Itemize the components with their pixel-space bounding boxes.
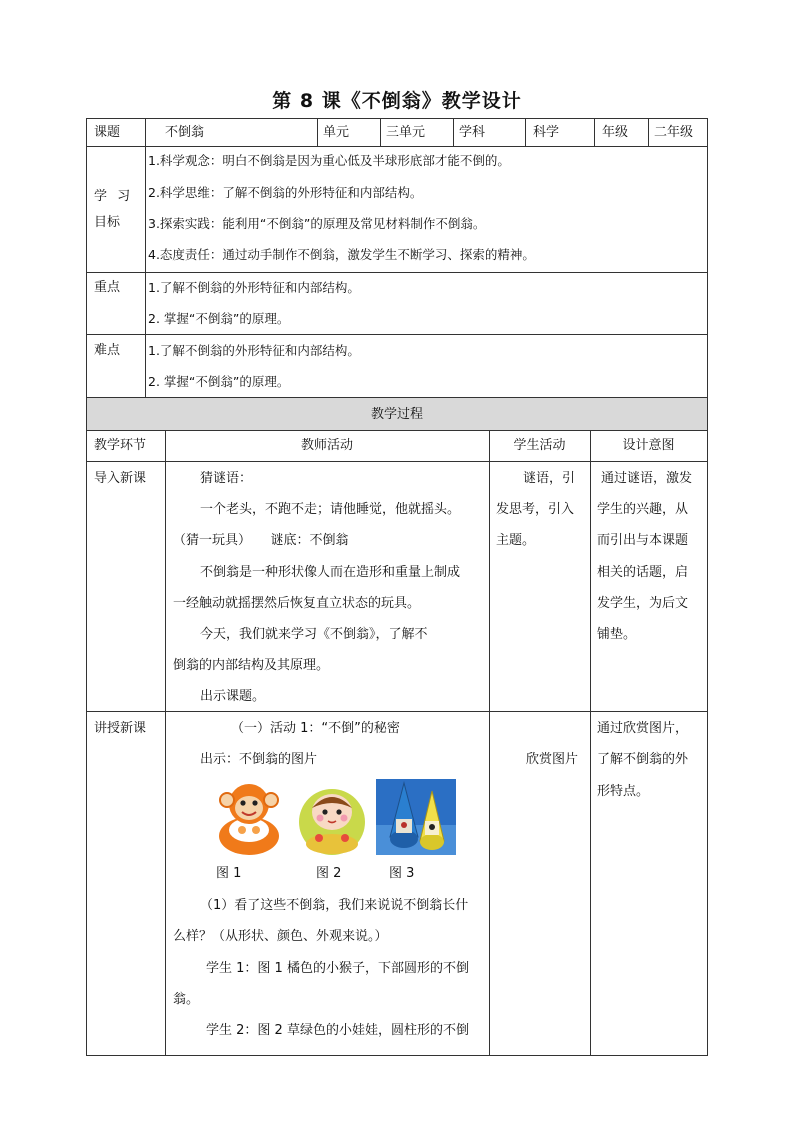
col-teacher: 教师活动: [300, 438, 353, 453]
intent-line: 发学生，为后文: [597, 596, 689, 611]
teacher-line: 翁。: [173, 992, 200, 1007]
teacher-line: 么样？（从形状、颜色、外观来说。）: [173, 929, 388, 944]
figure-1-caption: 图 1: [216, 866, 242, 881]
figure-1-monkey-tumbler: [212, 778, 286, 856]
intent-line: 通过欣赏图片，: [597, 721, 689, 736]
teacher-line: 出示：不倒翁的图片: [200, 752, 318, 767]
page-title: 第 8 课《不倒翁》教学设计: [272, 90, 522, 112]
teacher-line: 倒翁的内部结构及其原理。: [173, 658, 330, 673]
label-topic: 课题: [94, 125, 121, 140]
difficulty-item: 1.了解不倒翁的外形特征和内部结构。: [148, 343, 360, 358]
teacher-line: 学生 1：图 1 橘色的小猴子，下部圆形的不倒: [206, 961, 469, 976]
intent-line: 相关的话题，启: [597, 565, 689, 580]
student-line: 谜语，引: [523, 471, 576, 486]
figure-2-doll-tumbler: [297, 780, 367, 856]
teacher-line: （1）看了这些不倒翁，我们来说说不倒翁长什: [200, 898, 469, 913]
teacher-line: 一个老头，不跑不走；请他睡觉，他就摇头。: [200, 502, 461, 517]
objectives-label-2: 目标: [94, 215, 121, 230]
figure-3-cone-tumblers: [376, 779, 456, 855]
difficulties-label: 难点: [94, 343, 121, 358]
student-line: 主题。: [496, 533, 536, 548]
objective-item: 1.科学观念：明白不倒翁是因为重心低及半球形底部才能不倒的。: [148, 153, 510, 168]
key-point-item: 1.了解不倒翁的外形特征和内部结构。: [148, 280, 360, 295]
intent-line: 形特点。: [597, 784, 650, 799]
teacher-line: 不倒翁是一种形状像人而在造形和重量上制成: [200, 565, 461, 580]
process-title: 教学过程: [370, 407, 423, 422]
intent-line: 而引出与本课题: [597, 533, 689, 548]
figure-2-caption: 图 2: [316, 866, 342, 881]
teacher-line: （猜一玩具） 谜底：不倒翁: [173, 533, 349, 548]
subject-value: 科学: [533, 125, 560, 140]
intent-line: 通过谜语，激发: [601, 471, 693, 486]
objective-item: 4.态度责任：通过动手制作不倒翁，激发学生不断学习、探索的精神。: [148, 247, 535, 262]
intent-line: 了解不倒翁的外: [597, 752, 689, 767]
label-subject: 学科: [459, 125, 486, 140]
objective-item: 2.科学思维：了解不倒翁的外形特征和内部结构。: [148, 185, 423, 200]
student-line: 欣赏图片: [526, 752, 579, 767]
teacher-line: 学生 2：图 2 草绿色的小娃娃，圆柱形的不倒: [206, 1023, 469, 1038]
label-grade: 年级: [602, 125, 629, 140]
difficulty-item: 2. 掌握“不倒翁”的原理。: [148, 374, 290, 389]
teacher-line: 一经触动就摇摆然后恢复直立状态的玩具。: [173, 596, 421, 611]
label-unit: 单元: [323, 125, 350, 140]
unit-value: 三单元: [386, 125, 426, 140]
col-intent: 设计意图: [622, 438, 675, 453]
col-stage: 教学环节: [94, 438, 147, 453]
grade-value: 二年级: [654, 125, 694, 140]
objective-item: 3.探索实践：能利用“不倒翁”的原理及常见材料制作不倒翁。: [148, 216, 486, 231]
key-points-label: 重点: [94, 280, 121, 295]
stage-teach: 讲授新课: [94, 721, 147, 736]
stage-intro: 导入新课: [94, 471, 147, 486]
teacher-line: 出示课题。: [200, 689, 266, 704]
teacher-line: 今天，我们就来学习《不倒翁》，了解不: [200, 627, 428, 642]
intent-line: 学生的兴趣，从: [597, 502, 689, 517]
key-point-item: 2. 掌握“不倒翁”的原理。: [148, 311, 290, 326]
student-line: 发思考，引入: [496, 502, 575, 517]
objectives-label-1: 学 习: [94, 189, 134, 204]
figure-3-caption: 图 3: [389, 866, 415, 881]
activity-title: （一）活动 1：“不倒”的秘密: [231, 721, 400, 736]
teacher-line: 猜谜语：: [200, 471, 253, 486]
col-student: 学生活动: [513, 438, 566, 453]
intent-line: 铺垫。: [597, 627, 637, 642]
topic-value: 不倒翁: [165, 125, 205, 140]
